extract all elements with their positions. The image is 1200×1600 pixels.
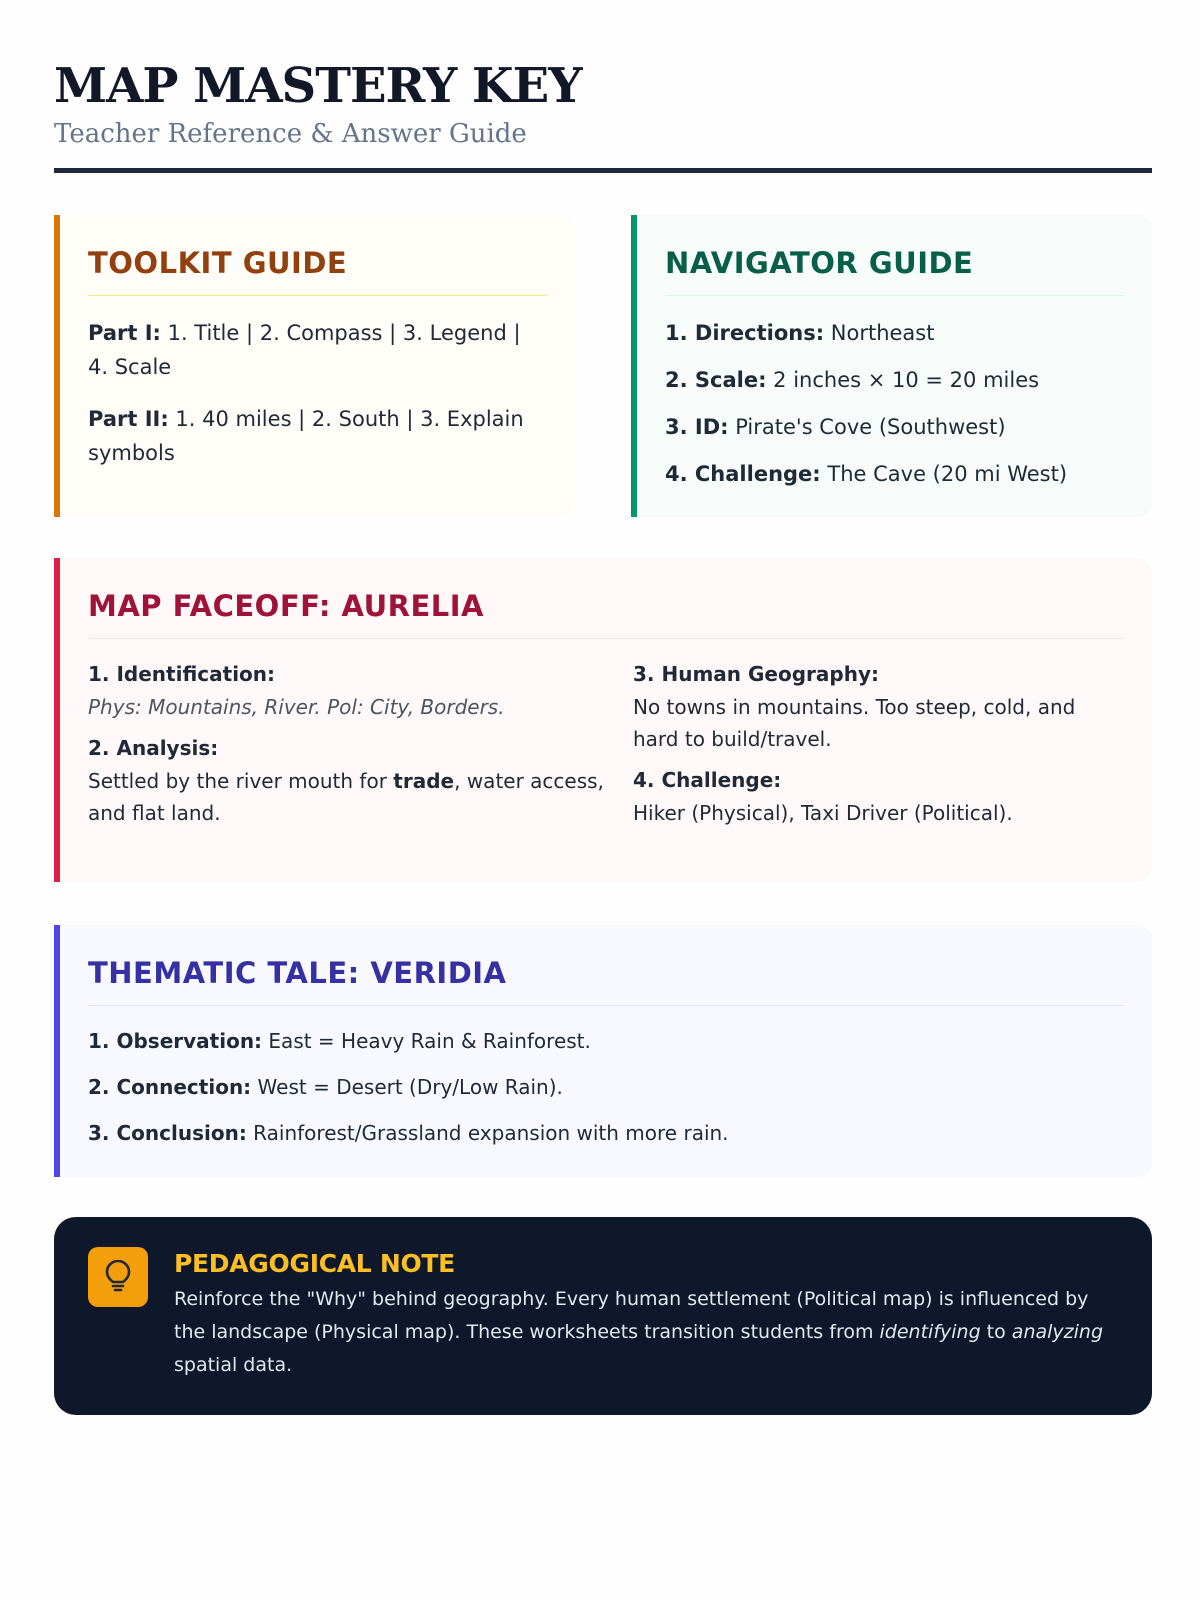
lightbulb-icon	[88, 1247, 148, 1307]
page-header	[54, 56, 1152, 150]
challenge-label: 4. Challenge:	[633, 768, 782, 792]
thematic-tale-card	[54, 925, 1152, 1177]
card-accent-bar	[54, 925, 60, 1177]
thematic-item-connection: 2. Connection: West = Desert (Dry/Low Rain).	[88, 1075, 563, 1099]
analysis-text: Settled by the river mouth for trade, water access, and flat land.	[88, 769, 604, 825]
human-geography-text: No towns in mountains. Too steep, cold, and hard to build/travel.	[633, 695, 1076, 751]
challenge-text: Hiker (Physical), Taxi Driver (Political).	[633, 801, 1013, 825]
navigator-item-id: 3. ID: Pirate's Cove (Southwest)	[665, 415, 1006, 439]
navigator-item-directions: 1. Directions: Northeast	[665, 321, 935, 345]
faceoff-heading: MAP FACEOFF: AURELIA	[88, 588, 1124, 639]
card-accent-bar	[631, 215, 637, 517]
card-accent-bar	[54, 215, 60, 517]
navigator-guide-card	[631, 215, 1152, 517]
analysis-label: 2. Analysis:	[88, 736, 219, 760]
thematic-item-conclusion: 3. Conclusion: Rainforest/Grassland expansion with more rain.	[88, 1121, 729, 1145]
card-accent-bar	[54, 558, 60, 882]
toolkit-part-1: Part I: 1. Title | 2. Compass | 3. Legend | 4. Scale	[88, 321, 521, 379]
page-title: MAP MASTERY KEY	[54, 58, 582, 114]
navigator-item-challenge: 4. Challenge: The Cave (20 mi West)	[665, 462, 1068, 486]
identification-text: Phys: Mountains, River. Pol: City, Borders.	[88, 695, 505, 719]
note-heading: PEDAGOGICAL NOTE	[174, 1249, 455, 1278]
header-divider	[54, 168, 1152, 173]
map-faceoff-card	[54, 558, 1152, 882]
toolkit-heading: TOOLKIT GUIDE	[88, 245, 547, 296]
pedagogical-note-panel	[54, 1217, 1152, 1415]
faceoff-left-column	[88, 657, 633, 837]
identification-label: 1. Identification:	[88, 662, 276, 686]
toolkit-part-2: Part II: 1. 40 miles | 2. South | 3. Explain symbols	[88, 407, 524, 465]
toolkit-guide-card	[54, 215, 575, 517]
thematic-item-observation: 1. Observation: East = Heavy Rain & Rainforest.	[88, 1029, 591, 1053]
navigator-item-scale: 2. Scale: 2 inches × 10 = 20 miles	[665, 368, 1040, 392]
human-geography-label: 3. Human Geography:	[633, 662, 879, 686]
thematic-heading: THEMATIC TALE: VERIDIA	[88, 955, 1124, 1006]
faceoff-right-column	[633, 657, 1123, 837]
note-text: Reinforce the "Why" behind geography. Every human settlement (Political map) is influenced by the landscape (Physical map). These worksheets transition students from identifying to analyzing spatial data.	[174, 1288, 1104, 1376]
page-subtitle: Teacher Reference & Answer Guide	[54, 119, 527, 149]
navigator-heading: NAVIGATOR GUIDE	[665, 245, 1124, 296]
